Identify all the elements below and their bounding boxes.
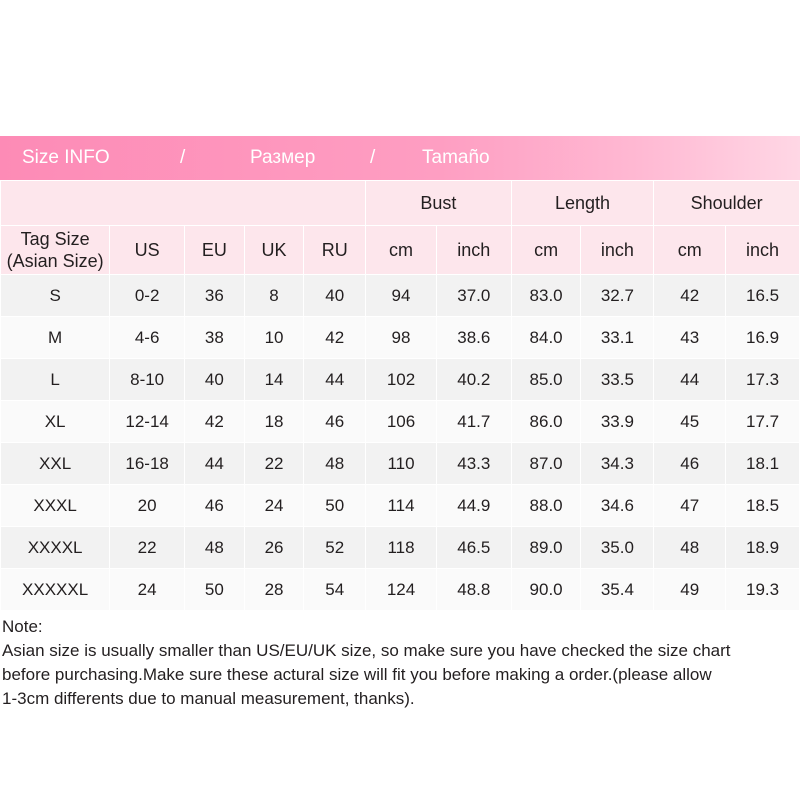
- cell-length-cm: 90.0: [511, 569, 581, 611]
- cell-tag-size: XXXXXL: [1, 569, 110, 611]
- cell-length-cm: 87.0: [511, 443, 581, 485]
- cell-us: 12-14: [110, 401, 185, 443]
- cell-bust-inch: 46.5: [436, 527, 511, 569]
- tag-size-line-1: Tag Size: [20, 228, 90, 249]
- cell-length-cm: 86.0: [511, 401, 581, 443]
- note-line-3: 1-3cm differents due to manual measurement, thanks).: [2, 689, 415, 709]
- cell-bust-inch: 40.2: [436, 359, 511, 401]
- table-row: [1, 485, 800, 527]
- cell-shoulder-inch: 18.9: [726, 527, 800, 569]
- sub-header-length-inch: inch: [581, 226, 654, 275]
- note-line-1: Asian size is usually smaller than US/EU/UK size, so make sure you have checked the size chart: [2, 641, 731, 661]
- cell-shoulder-cm: 49: [654, 569, 726, 611]
- title-tamano: Tamaño: [422, 147, 490, 168]
- sub-header-uk: UK: [244, 226, 304, 275]
- cell-length-cm: 89.0: [511, 527, 581, 569]
- cell-length-inch: 33.1: [581, 317, 654, 359]
- cell-bust-cm: 110: [366, 443, 437, 485]
- cell-us: 24: [110, 569, 185, 611]
- size-chart-sheet: [0, 136, 800, 712]
- cell-length-inch: 34.6: [581, 485, 654, 527]
- cell-shoulder-cm: 46: [654, 443, 726, 485]
- title-separator-1: /: [180, 147, 186, 168]
- table-row: [1, 401, 800, 443]
- cell-us: 20: [110, 485, 185, 527]
- cell-shoulder-inch: 16.9: [726, 317, 800, 359]
- cell-length-cm: 83.0: [511, 275, 581, 317]
- cell-eu: 42: [185, 401, 245, 443]
- cell-ru: 50: [304, 485, 366, 527]
- table-row: [1, 527, 800, 569]
- group-header-bust: Bust: [366, 181, 512, 226]
- cell-ru: 46: [304, 401, 366, 443]
- sub-header-bust-inch: inch: [436, 226, 511, 275]
- cell-shoulder-inch: 16.5: [726, 275, 800, 317]
- cell-eu: 40: [185, 359, 245, 401]
- sub-header-us: US: [110, 226, 185, 275]
- size-chart-table: [0, 180, 800, 611]
- cell-bust-cm: 118: [366, 527, 437, 569]
- cell-bust-inch: 37.0: [436, 275, 511, 317]
- cell-us: 8-10: [110, 359, 185, 401]
- cell-us: 16-18: [110, 443, 185, 485]
- cell-bust-inch: 48.8: [436, 569, 511, 611]
- note-line-2: before purchasing.Make sure these actural size will fit you before making a order.(please allow: [2, 665, 712, 685]
- group-header-blank: [1, 181, 366, 226]
- cell-us: 4-6: [110, 317, 185, 359]
- cell-uk: 28: [244, 569, 304, 611]
- cell-shoulder-cm: 42: [654, 275, 726, 317]
- cell-uk: 26: [244, 527, 304, 569]
- cell-length-inch: 33.9: [581, 401, 654, 443]
- cell-bust-cm: 114: [366, 485, 437, 527]
- cell-uk: 14: [244, 359, 304, 401]
- title-separator-2: /: [370, 147, 376, 168]
- cell-bust-cm: 102: [366, 359, 437, 401]
- sub-header-shoulder-cm: cm: [654, 226, 726, 275]
- cell-eu: 48: [185, 527, 245, 569]
- table-row: [1, 443, 800, 485]
- table-sub-header-row: [1, 226, 800, 275]
- note-label: Note:: [2, 617, 43, 636]
- cell-uk: 10: [244, 317, 304, 359]
- cell-uk: 18: [244, 401, 304, 443]
- cell-tag-size: M: [1, 317, 110, 359]
- cell-shoulder-inch: 18.1: [726, 443, 800, 485]
- table-row: [1, 569, 800, 611]
- cell-length-cm: 85.0: [511, 359, 581, 401]
- cell-uk: 8: [244, 275, 304, 317]
- sub-header-ru: RU: [304, 226, 366, 275]
- cell-tag-size: XXXL: [1, 485, 110, 527]
- cell-eu: 50: [185, 569, 245, 611]
- cell-bust-cm: 106: [366, 401, 437, 443]
- cell-ru: 48: [304, 443, 366, 485]
- cell-eu: 38: [185, 317, 245, 359]
- cell-eu: 36: [185, 275, 245, 317]
- cell-tag-size: L: [1, 359, 110, 401]
- cell-shoulder-inch: 17.3: [726, 359, 800, 401]
- sub-header-eu: EU: [185, 226, 245, 275]
- cell-us: 22: [110, 527, 185, 569]
- cell-shoulder-inch: 19.3: [726, 569, 800, 611]
- tag-size-line-2: (Asian Size): [6, 251, 104, 271]
- cell-shoulder-cm: 43: [654, 317, 726, 359]
- cell-us: 0-2: [110, 275, 185, 317]
- cell-length-inch: 35.4: [581, 569, 654, 611]
- cell-bust-inch: 44.9: [436, 485, 511, 527]
- cell-bust-inch: 41.7: [436, 401, 511, 443]
- table-row: [1, 275, 800, 317]
- cell-length-inch: 33.5: [581, 359, 654, 401]
- cell-shoulder-cm: 48: [654, 527, 726, 569]
- size-chart-note: [0, 611, 800, 712]
- cell-tag-size: XXL: [1, 443, 110, 485]
- cell-length-cm: 84.0: [511, 317, 581, 359]
- cell-length-inch: 34.3: [581, 443, 654, 485]
- cell-ru: 44: [304, 359, 366, 401]
- size-info-title-bar: [0, 136, 800, 180]
- sub-header-length-cm: cm: [511, 226, 581, 275]
- cell-length-inch: 32.7: [581, 275, 654, 317]
- cell-ru: 42: [304, 317, 366, 359]
- cell-shoulder-inch: 18.5: [726, 485, 800, 527]
- cell-length-inch: 35.0: [581, 527, 654, 569]
- cell-bust-cm: 94: [366, 275, 437, 317]
- title-razmer: Размер: [250, 147, 316, 168]
- cell-ru: 40: [304, 275, 366, 317]
- cell-eu: 46: [185, 485, 245, 527]
- cell-tag-size: S: [1, 275, 110, 317]
- cell-shoulder-cm: 44: [654, 359, 726, 401]
- cell-ru: 52: [304, 527, 366, 569]
- cell-bust-cm: 124: [366, 569, 437, 611]
- cell-tag-size: XXXXL: [1, 527, 110, 569]
- table-group-header-row: [1, 181, 800, 226]
- sub-header-bust-cm: cm: [366, 226, 437, 275]
- sub-header-shoulder-inch: inch: [726, 226, 800, 275]
- table-row: [1, 317, 800, 359]
- cell-uk: 22: [244, 443, 304, 485]
- cell-shoulder-cm: 47: [654, 485, 726, 527]
- title-size-info: Size INFO: [22, 147, 110, 168]
- cell-eu: 44: [185, 443, 245, 485]
- cell-tag-size: XL: [1, 401, 110, 443]
- group-header-shoulder: Shoulder: [654, 181, 800, 226]
- cell-shoulder-inch: 17.7: [726, 401, 800, 443]
- cell-shoulder-cm: 45: [654, 401, 726, 443]
- table-row: [1, 359, 800, 401]
- cell-bust-inch: 43.3: [436, 443, 511, 485]
- cell-uk: 24: [244, 485, 304, 527]
- group-header-length: Length: [511, 181, 654, 226]
- cell-bust-inch: 38.6: [436, 317, 511, 359]
- cell-ru: 54: [304, 569, 366, 611]
- cell-bust-cm: 98: [366, 317, 437, 359]
- cell-length-cm: 88.0: [511, 485, 581, 527]
- sub-header-tag-size: [1, 226, 110, 275]
